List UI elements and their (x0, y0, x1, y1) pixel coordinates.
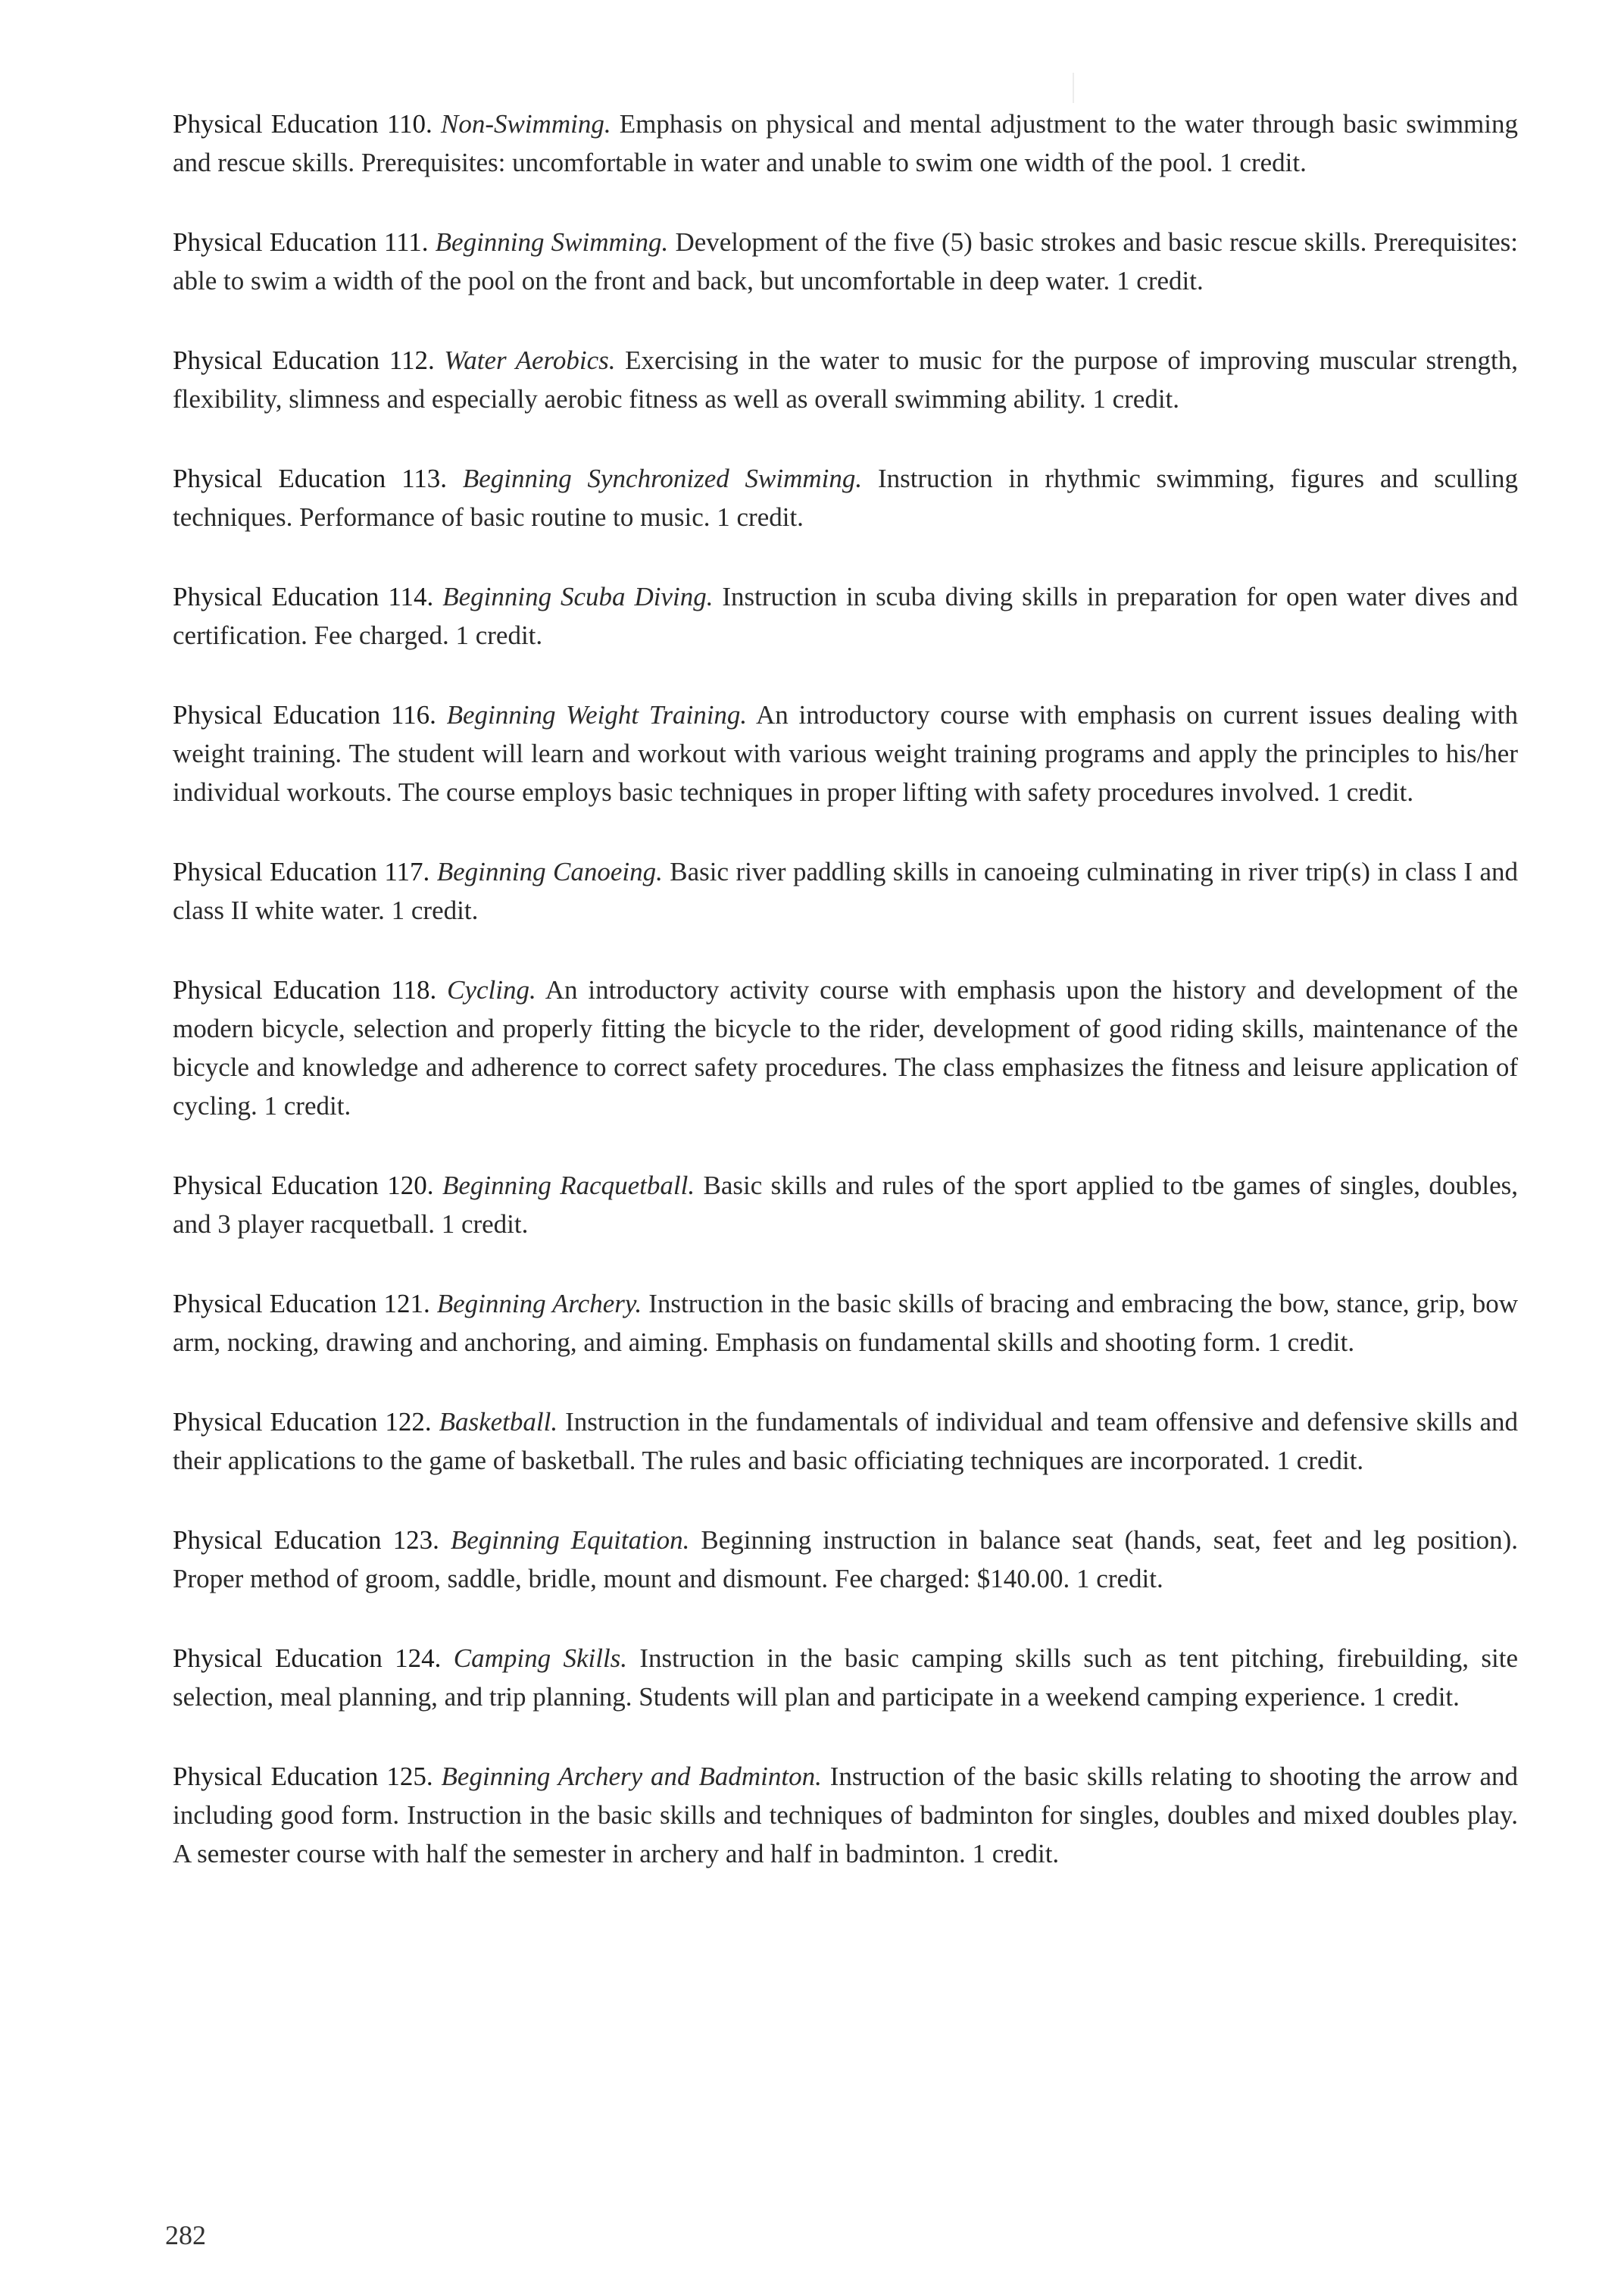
course-description: Instruction in the basic skills of bracing and embracing the bow, stance, grip, bow arm, nocking, drawing and anchoring, and aiming. Emphasis on fundamental skills and shooting form. 1 credit. (173, 1289, 1518, 1357)
course-title: Basketball. (439, 1407, 558, 1437)
course-title: Beginning Archery and Badminton. (441, 1762, 822, 1791)
course-entry-111 (173, 223, 1518, 300)
course-description: Development of the five (5) basic strokes and basic rescue skills. Prerequisites: able to swim a width of the pool on the front and back, but uncomfortable in deep water. 1 credit. (173, 227, 1519, 295)
course-entry-124 (173, 1639, 1518, 1716)
course-entry-123 (173, 1521, 1518, 1598)
course-description: An introductory activity course with emphasis upon the history and development of the modern bicycle, selection and properly fitting the bicycle to the rider, development of good riding skills, maintenance of the bicycle and knowledge and adherence to correct safety procedures. The class emphasizes the fitness and leisure application of cycling. 1 credit. (173, 975, 1519, 1121)
course-entry-112 (173, 341, 1518, 418)
course-heading: Physical Education 120. (173, 1171, 434, 1200)
course-entry-110 (173, 105, 1518, 182)
course-title: Beginning Scuba Diving. (442, 582, 714, 611)
course-entry-117 (173, 852, 1518, 930)
course-entry-125 (173, 1757, 1518, 1873)
course-title: Non-Swimming. (440, 109, 611, 139)
course-heading: Physical Education 112. (173, 346, 435, 375)
course-entry-113 (173, 459, 1518, 536)
course-title: Beginning Weight Training. (446, 700, 748, 730)
course-list (173, 105, 1518, 1914)
course-title: Beginning Synchronized Swimming. (462, 464, 863, 493)
course-description: Instruction in the fundamentals of individual and team offensive and defensive skills and their applications to the game of basketball. The rules and basic officiating techniques are incorporated. 1 credit. (173, 1407, 1518, 1475)
course-heading: Physical Education 116. (173, 700, 436, 730)
page-number: 282 (165, 2220, 206, 2250)
course-title: Beginning Swimming. (435, 227, 669, 257)
course-entry-116 (173, 696, 1518, 811)
scan-artifact (1073, 73, 1074, 103)
course-title: Beginning Racquetball. (442, 1171, 695, 1200)
course-title: Water Aerobics. (444, 346, 616, 375)
course-title: Beginning Canoeing. (436, 857, 663, 886)
course-description: Instruction in the basic camping skills such as tent pitching, firebuilding, site selection, meal planning, and trip planning. Students will plan and participate in a weekend camping experience. 1 credit. (173, 1643, 1518, 1712)
course-heading: Physical Education 118. (173, 975, 437, 1005)
course-heading: Physical Education 123. (173, 1525, 439, 1555)
course-heading: Physical Education 125. (173, 1762, 433, 1791)
course-heading: Physical Education 113. (173, 464, 448, 493)
course-heading: Physical Education 111. (173, 227, 429, 257)
course-description: An introductory course with emphasis on current issues dealing with weight training. The student will learn and workout with various weight training programs and apply the principles to his/her individual workouts. The course employs basic techniques in proper lifting with safety procedures involved. 1 credit. (173, 700, 1519, 807)
course-heading: Physical Education 121. (173, 1289, 430, 1318)
course-heading: Physical Education 122. (173, 1407, 432, 1437)
course-description: Basic river paddling skills in canoeing culminating in river trip(s) in class I and class II white water. 1 credit. (173, 857, 1518, 925)
course-heading: Physical Education 110. (173, 109, 433, 139)
course-description: Exercising in the water to music for the purpose of improving muscular strength, flexibility, slimness and especially aerobic fitness as well as overall swimming ability. 1 credit. (173, 346, 1519, 414)
course-entry-118 (173, 971, 1518, 1125)
course-description: Basic skills and rules of the sport applied to tbe games of singles, doubles, and 3 player racquetball. 1 credit. (173, 1171, 1518, 1239)
course-description: Instruction in scuba diving skills in preparation for open water dives and certification. Fee charged. 1 credit. (173, 582, 1518, 650)
course-heading: Physical Education 117. (173, 857, 430, 886)
course-description: Emphasis on physical and mental adjustment to the water through basic swimming and rescue skills. Prerequisites: uncomfortable in water and unable to swim one width of the pool. 1 credit. (173, 109, 1519, 177)
course-entry-120 (173, 1166, 1518, 1243)
course-title: Beginning Archery. (436, 1289, 642, 1318)
course-entry-114 (173, 577, 1518, 655)
course-entry-121 (173, 1284, 1518, 1362)
course-description: Instruction of the basic skills relating to shooting the arrow and including good form. Instruction in the basic skills and techniques of badminton for singles, doubles and mixed doubles play. A semester course with half the semester in archery and half in badminton. 1 credit. (173, 1762, 1519, 1868)
course-title: Cycling. (447, 975, 536, 1005)
course-heading: Physical Education 124. (173, 1643, 442, 1673)
course-description: Beginning instruction in balance seat (hands, seat, feet and leg position). Proper method of groom, saddle, bridle, mount and dismount. Fee charged: $140.00. 1 credit. (173, 1525, 1519, 1593)
course-title: Beginning Equitation. (450, 1525, 690, 1555)
course-title: Camping Skills. (453, 1643, 628, 1673)
course-heading: Physical Education 114. (173, 582, 434, 611)
course-entry-122 (173, 1402, 1518, 1480)
course-description: Instruction in rhythmic swimming, figures and sculling techniques. Performance of basic routine to music. 1 credit. (173, 464, 1519, 532)
